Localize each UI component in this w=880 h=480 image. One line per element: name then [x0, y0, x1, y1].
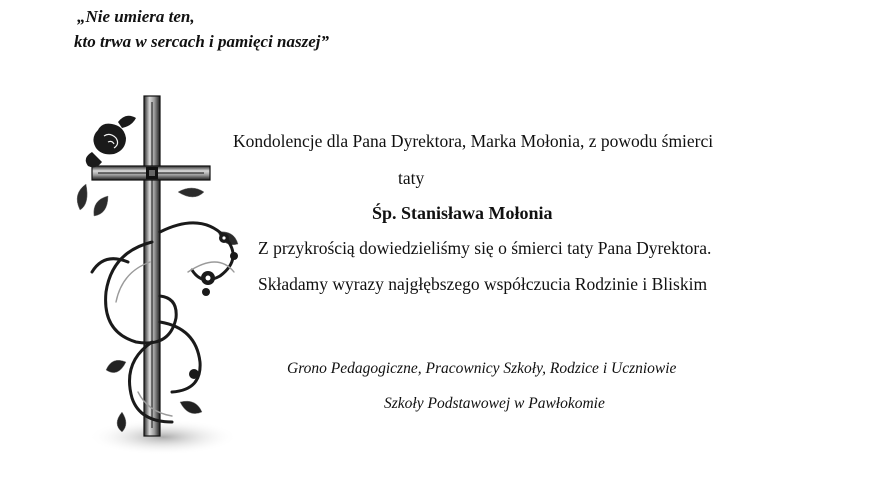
signature-line-1: Grono Pedagogiczne, Pracownicy Szkoły, Rodzice i Uczniowie [287, 360, 677, 377]
signature-line-2: Szkoły Podstawowej w Pawłokomie [384, 395, 605, 412]
motto [74, 4, 329, 54]
condolence-line-3: Z przykrością dowiedzieliśmy się o śmierci taty Pana Dyrektora. [258, 238, 712, 258]
motto-line-2: kto trwa w sercach i pamięci naszej” [74, 32, 329, 51]
condolence-line-2: taty [398, 168, 425, 188]
deceased-name: Śp. Stanisława Mołonia [372, 203, 553, 223]
condolence-line-4: Składamy wyrazy najgłębszego współczucia Rodzinie i Bliskim [258, 274, 708, 294]
condolence-line-1: Kondolencje dla Pana Dyrektora, Marka Mołonia, z powodu śmierci [233, 131, 714, 151]
motto-line-1: „Nie umiera ten, [77, 7, 195, 26]
